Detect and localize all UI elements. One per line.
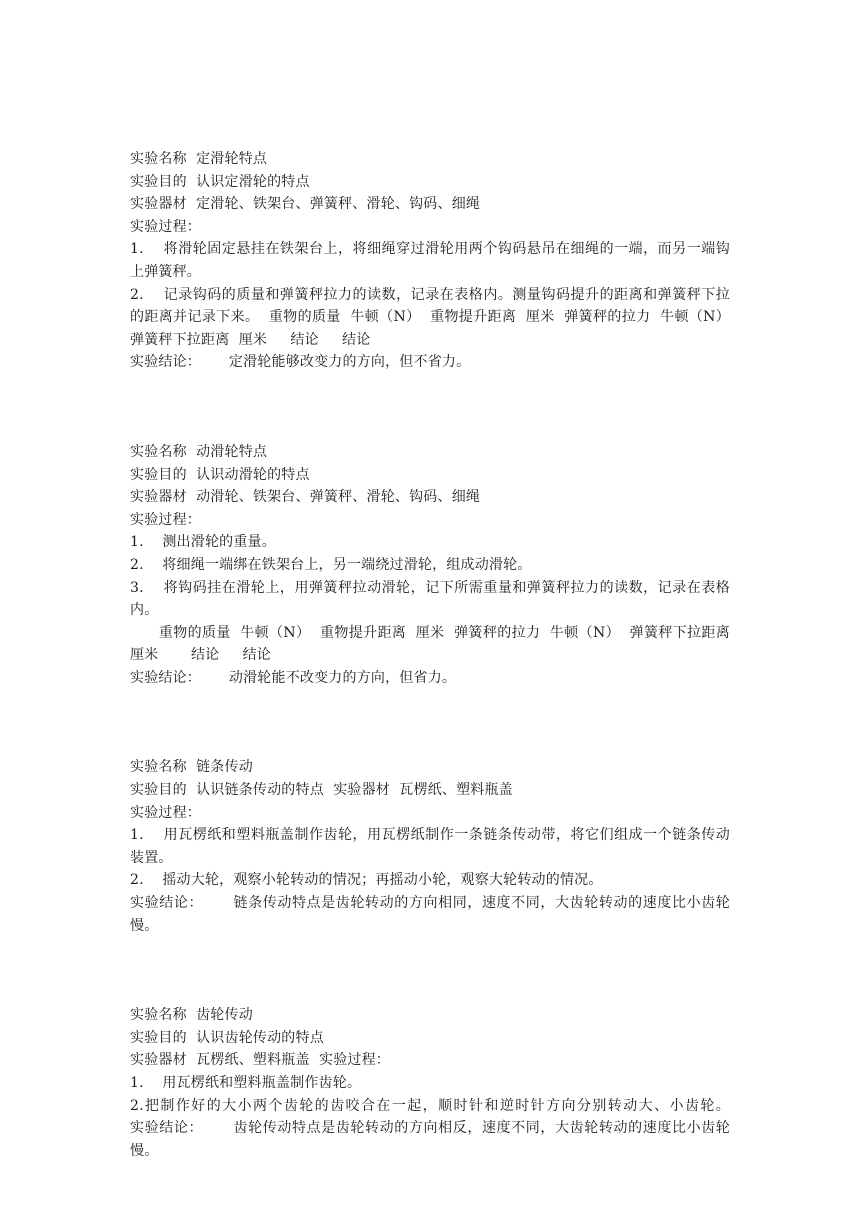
process-step: 1. 用瓦楞纸和塑料瓶盖制作齿轮。	[130, 1075, 362, 1091]
experiment-section-1	[130, 148, 744, 374]
experiment-purpose: 实验目的 认识动滑轮的特点	[130, 466, 310, 483]
process-step: 2. 将细绳一端绑在铁架台上，另一端绕过滑轮，组成动滑轮。	[130, 556, 532, 573]
experiment-process-label: 实验过程：	[130, 218, 201, 235]
process-step: 1. 将滑轮固定悬挂在铁架台上，将细绳穿过滑轮用两个钩码悬吊在细绳的一端，而另一端钩上弹簧秤。	[130, 241, 730, 280]
experiment-equipment: 实验器材 瓦楞纸、塑料瓶盖 实验过程：	[130, 1052, 390, 1069]
process-step: 1. 测出滑轮的重量。	[130, 534, 276, 551]
process-step: 2. 摇动大轮，观察小轮转动的情况；再摇动小轮，观察大轮转动的情况。	[130, 872, 603, 889]
document-body	[130, 148, 763, 1162]
experiment-name: 实验名称 链条传动	[130, 759, 253, 776]
section-spacer	[130, 937, 730, 1004]
experiment-process-label: 实验过程：	[130, 511, 201, 528]
section-spacer	[130, 689, 730, 756]
experiment-section-4	[130, 1004, 763, 1162]
process-step: 1. 用瓦楞纸和塑料瓶盖制作齿轮，用瓦楞纸制作一条链条传动带，将它们组成一个链条传动装置。	[130, 827, 730, 866]
process-step: 2.把制作好的大小两个齿轮的齿咬合在一起，顺时针和逆时针方向分别转动大、小齿轮。 实验结论： 齿轮传动特点是齿轮转动的方向相反，速度不同，大齿轮转动的速度比小齿轮慢。	[130, 1097, 763, 1159]
experiment-conclusion: 实验结论： 链条传动特点是齿轮转动的方向相同，速度不同，大齿轮转动的速度比小齿轮慢。	[130, 895, 730, 934]
experiment-name: 实验名称 齿轮传动	[130, 1007, 253, 1024]
experiment-section-3	[130, 756, 730, 937]
measurement-row: 重物的质量 牛顿（N） 重物提升距离 厘米 弹簧秤的拉力 牛顿（N） 弹簧秤下拉距离 厘米 结论 结论	[130, 624, 740, 664]
experiment-equipment: 实验器材 定滑轮、铁架台、弹簧秤、滑轮、钩码、细绳	[130, 196, 481, 213]
section-spacer	[130, 374, 730, 441]
experiment-name: 实验名称 动滑轮特点	[130, 443, 268, 460]
experiment-name: 实验名称 定滑轮特点	[130, 151, 268, 167]
experiment-purpose: 实验目的 认识定滑轮的特点	[130, 173, 310, 190]
experiment-process-label: 实验过程：	[130, 804, 201, 821]
experiment-conclusion: 实验结论： 动滑轮能不改变力的方向，但省力。	[130, 669, 457, 686]
experiment-equipment: 实验器材 动滑轮、铁架台、弹簧秤、滑轮、钩码、细绳	[130, 489, 481, 506]
experiment-conclusion: 实验结论： 定滑轮能够改变力的方向，但不省力。	[130, 354, 471, 371]
experiment-purpose: 实验目的 认识齿轮传动的特点	[130, 1029, 324, 1046]
process-step: 3. 将钩码挂在滑轮上，用弹簧秤拉动滑轮，记下所需重量和弹簧秤拉力的读数，记录在表格内。	[130, 579, 730, 619]
experiment-purpose: 实验目的 认识链条传动的特点 实验器材 瓦楞纸、塑料瓶盖	[130, 782, 513, 799]
process-step: 2. 记录钩码的质量和弹簧秤拉力的读数，记录在表格内。测量钩码提升的距离和弹簧秤下拉的距离并记录下来。 重物的质量 牛顿（N） 重物提升距离 厘米 弹簧秤的拉力 牛顿（N） 弹簧秤下拉距离 厘米 结论 结论	[130, 286, 744, 348]
experiment-section-2	[130, 441, 740, 690]
